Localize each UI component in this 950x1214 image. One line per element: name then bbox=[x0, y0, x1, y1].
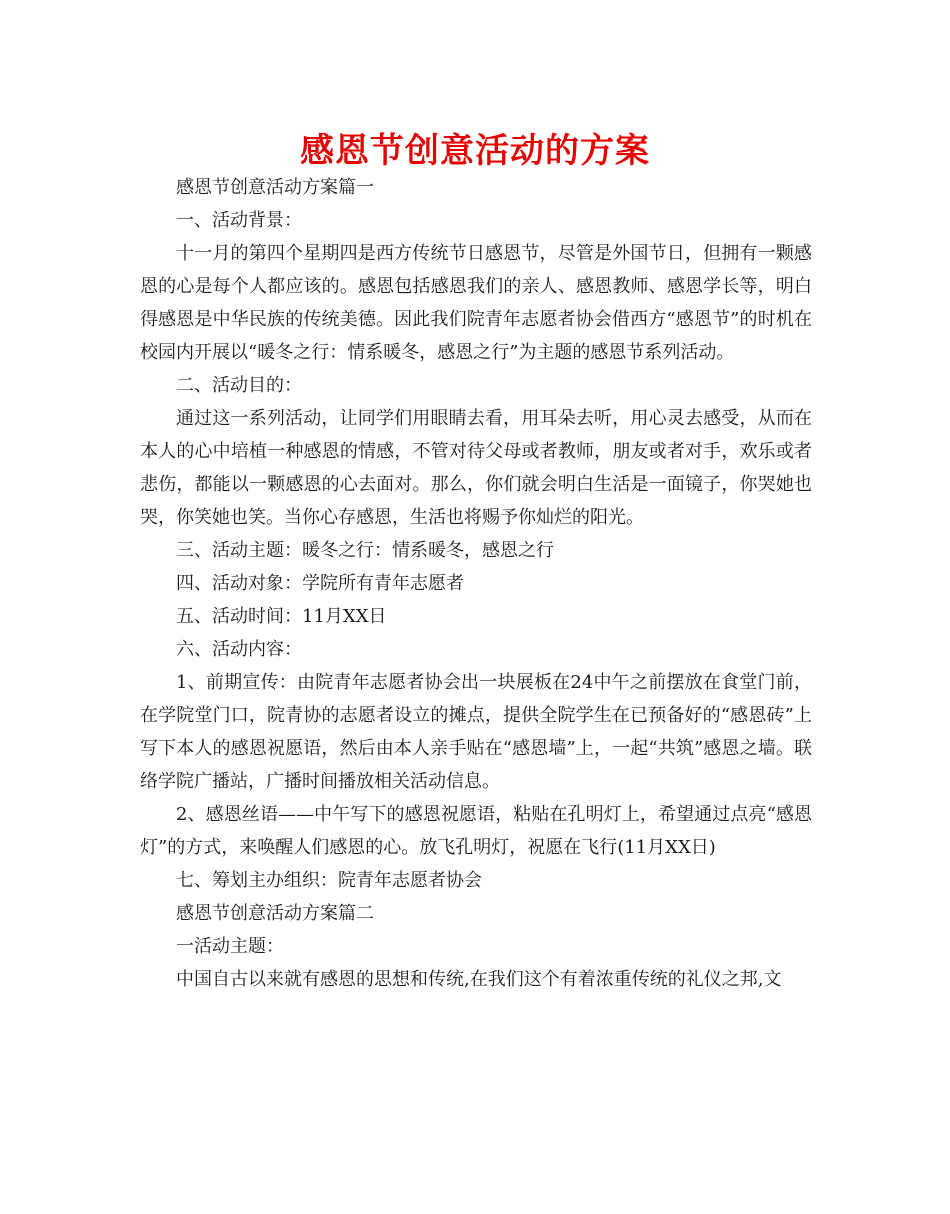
paragraph-theme: 三、活动主题：暖冬之行：情系暖冬，感恩之行 bbox=[176, 540, 554, 561]
paragraph-background: 十一月的第四个星期四是西方传统节日感恩节，尽管是外国节日，但拥有一颗感恩的心是每个人都应该的。感恩包括感恩我们的亲人、感恩教师、感恩学长等，明白得感恩是中华民族的传统美德。因此我们院青年志愿者协会借西方“感恩节”的时机在校园内开展以“暖冬之行：情系暖冬，感恩之行”为主题的感恩节系列活动。 bbox=[140, 243, 812, 363]
paragraph-content-item-1: 1、前期宣传：由院青年志愿者协会出一块展板在24中午之前摆放在食堂门前，在学院堂门口，院青协的志愿者设立的摊点，提供全院学生在已预备好的“感恩砖”上写下本人的感恩祝愿语，然后由本人亲手贴在“感恩墙”上，一起“共筑”感恩之墙。联络学院广播站，广播时间播放相关活动信息。 bbox=[140, 672, 812, 792]
paragraph-theme-heading-2: 一活动主题： bbox=[176, 936, 284, 957]
paragraph-section-heading-1: 感恩节创意活动方案篇一 bbox=[176, 177, 374, 198]
paragraph-purpose-heading: 二、活动目的： bbox=[176, 375, 302, 396]
document-body bbox=[140, 171, 812, 996]
paragraph-background-heading: 一、活动背景： bbox=[176, 210, 302, 231]
paragraph-content-heading: 六、活动内容： bbox=[176, 639, 302, 660]
paragraph-intro-2: 中国自古以来就有感恩的思想和传统,在我们这个有着浓重传统的礼仪之邦,文 bbox=[176, 969, 782, 990]
paragraph-audience: 四、活动对象：学院所有青年志愿者 bbox=[176, 573, 464, 594]
document-title: 感恩节创意活动的方案 bbox=[300, 131, 650, 171]
paragraph-content-item-2: 2、感恩丝语——中午写下的感恩祝愿语，粘贴在孔明灯上，希望通过点亮“感恩灯”的方式，来唤醒人们感恩的心。放飞孔明灯，祝愿在飞行(11月XX日) bbox=[140, 804, 812, 858]
paragraph-section-heading-2: 感恩节创意活动方案篇二 bbox=[176, 903, 374, 924]
paragraph-purpose: 通过这一系列活动，让同学们用眼睛去看，用耳朵去听，用心灵去感受，从而在本人的心中培植一种感恩的情感，不管对待父母或者教师，朋友或者对手，欢乐或者悲伤，都能以一颗感恩的心去面对。那么，你们就会明白生活是一面镜子，你哭她也哭，你笑她也笑。当你心存感恩，生活也将赐予你灿烂的阳光。 bbox=[140, 408, 812, 528]
paragraph-organizer: 七、筹划主办组织：院青年志愿者协会 bbox=[176, 870, 482, 891]
paragraph-time: 五、活动时间：11月XX日 bbox=[176, 606, 387, 627]
